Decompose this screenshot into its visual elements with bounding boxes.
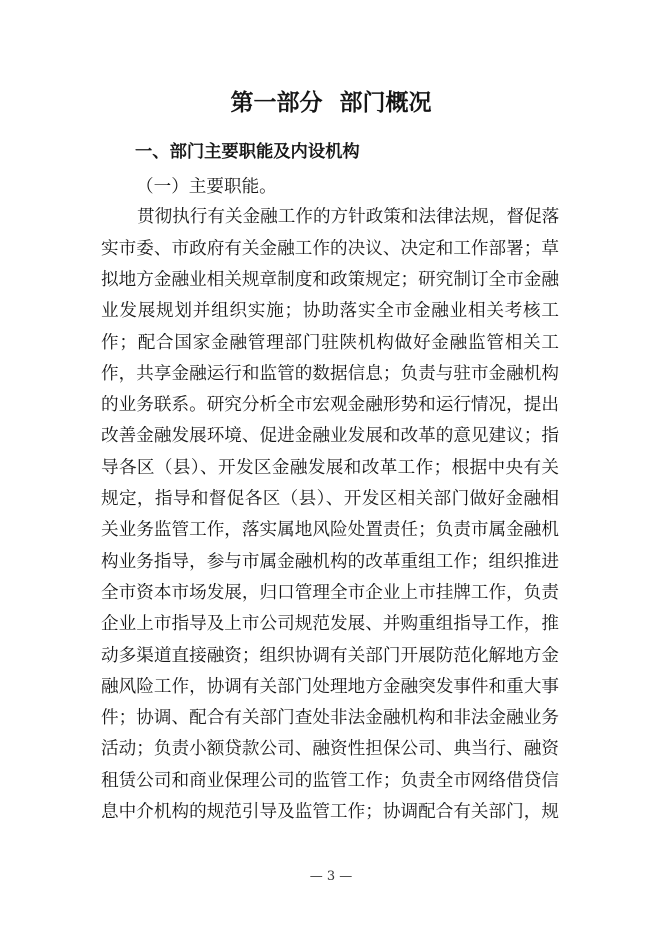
paragraph-line: 贯彻执行有关金融工作的方针政策和法律法规，督促落	[137, 207, 560, 228]
title-part-number: 第一部分	[230, 89, 323, 116]
paragraph-line: 导各区（县）、开发区金融发展和改革工作；根据中央有关	[101, 457, 559, 478]
paragraph-line: 拟地方金融业相关规章制度和政策规定；研究制订全市金融	[101, 269, 559, 290]
section-heading: 一、部门主要职能及内设机构	[135, 142, 360, 162]
paragraph-line: 息中介机构的规范引导及监管工作；协调配合有关部门，规	[101, 802, 559, 823]
paragraph-line: 规定，指导和督促各区（县）、开发区相关部门做好金融相	[101, 489, 559, 510]
body-paragraph	[101, 202, 559, 828]
paragraph-line: 融风险工作，协调有关部门处理地方金融突发事件和重大事	[101, 676, 559, 697]
paragraph-line: 构业务指导，参与市属金融机构的改革重组工作；组织推进	[101, 551, 559, 572]
paragraph-line: 动多渠道直接融资；组织协调有关部门开展防范化解地方金	[101, 645, 559, 666]
title-part-name: 部门概况	[339, 89, 432, 116]
paragraph-line: 全市资本市场发展，归口管理全市企业上市挂牌工作，负责	[101, 582, 559, 603]
subsection-heading: （一）主要职能。	[136, 177, 277, 197]
paragraph-line: 实市委、市政府有关金融工作的决议、决定和工作部署；草	[101, 238, 559, 259]
paragraph-line: 件；协调、配合有关部门查处非法金融机构和非法金融业务	[101, 708, 559, 729]
paragraph-line: 关业务监管工作，落实属地风险处置责任；负责市属金融机	[101, 520, 559, 541]
page-title	[0, 88, 662, 118]
paragraph-line: 作，共享金融运行和监管的数据信息；负责与驻市金融机构	[101, 363, 559, 384]
paragraph-line: 租赁公司和商业保理公司的监管工作；负责全市网络借贷信	[101, 770, 559, 791]
page-number: — 3 —	[309, 869, 353, 884]
paragraph-line: 活动；负责小额贷款公司、融资性担保公司、典当行、融资	[101, 739, 559, 760]
paragraph-line: 企业上市指导及上市公司规范发展、并购重组指导工作，推	[101, 614, 559, 635]
paragraph-line: 作；配合国家金融管理部门驻陕机构做好金融监管相关工	[101, 332, 559, 353]
paragraph-line: 业发展规划并组织实施；协助落实全市金融业相关考核工	[101, 301, 559, 322]
paragraph-line: 改善金融发展环境、促进金融业发展和改革的意见建议；指	[101, 426, 559, 447]
paragraph-line: 的业务联系。研究分析全市宏观金融形势和运行情况，提出	[101, 395, 559, 416]
